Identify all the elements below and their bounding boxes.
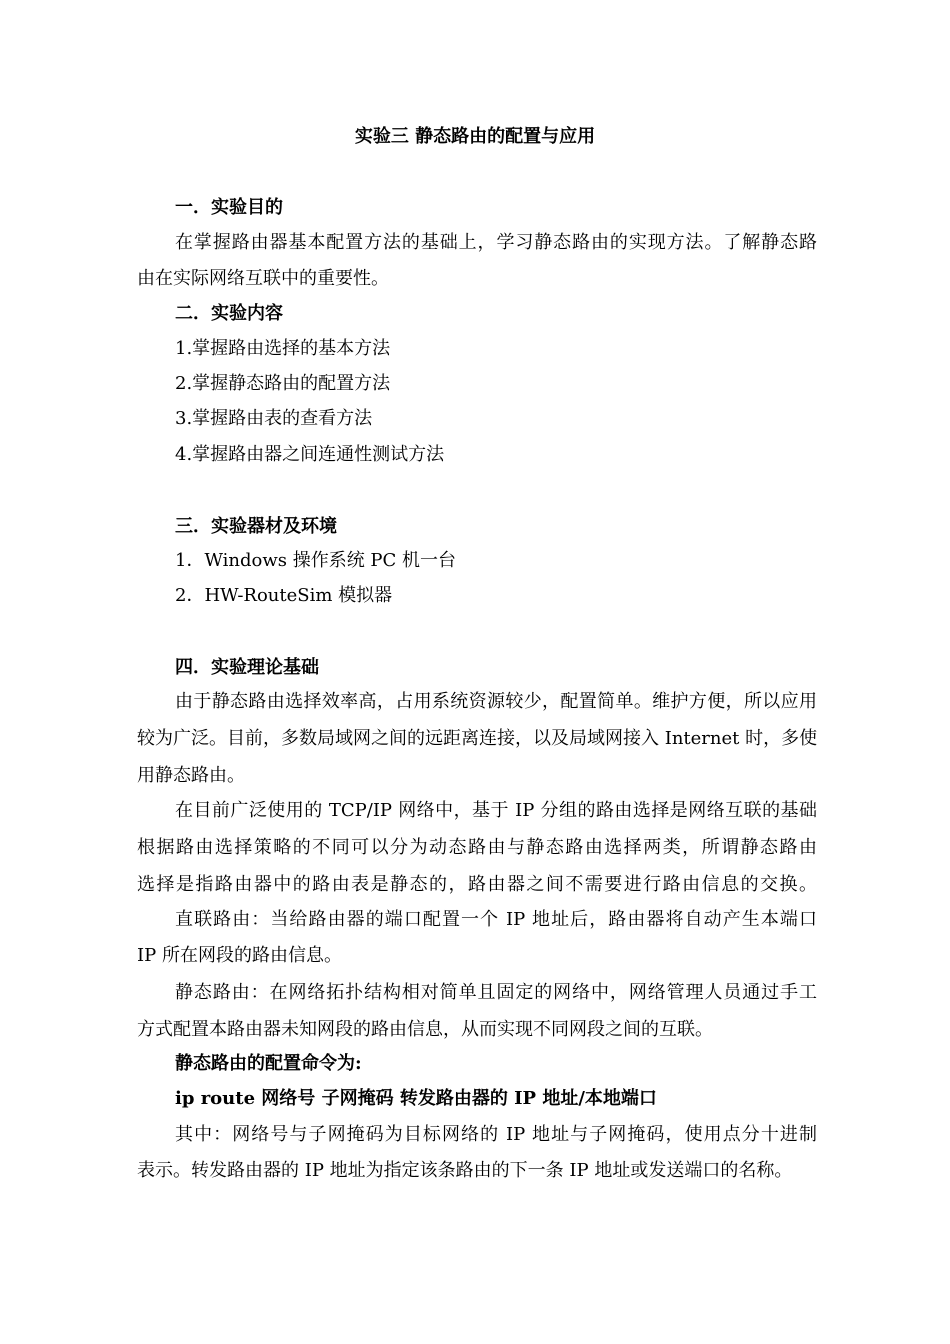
- paragraph-line: 静态路由：在网络拓扑结构相对简单且固定的网络中，网络管理人员通过手工: [175, 982, 817, 1003]
- list-item: 4.掌握路由器之间连通性测试方法: [175, 444, 445, 465]
- list-item: 2.掌握静态路由的配置方法: [175, 373, 391, 394]
- paragraph-line: 直联路由：当给路由器的端口配置一个 IP 地址后，路由器将自动产生本端口: [175, 909, 817, 930]
- paragraph-line: 根据路由选择策略的不同可以分为动态路由与静态路由选择两类，所谓静态路由: [137, 837, 817, 858]
- paragraph-line: 选择是指路由器中的路由表是静态的，路由器之间不需要进行路由信息的交换。: [137, 874, 817, 895]
- paragraph-line: 由在实际网络互联中的重要性。: [137, 268, 389, 289]
- paragraph-line: 其中：网络号与子网掩码为目标网络的 IP 地址与子网掩码，使用点分十进制: [175, 1124, 817, 1145]
- paragraph-line: 较为广泛。目前，多数局域网之间的远距离连接，以及局域网接入 Internet 时，多使: [137, 728, 818, 749]
- list-item: 2．HW-RouteSim 模拟器: [175, 585, 393, 606]
- list-item: 1．Windows 操作系统 PC 机一台: [175, 550, 457, 571]
- list-item: 3.掌握路由表的查看方法: [175, 408, 373, 429]
- list-item: 1.掌握路由选择的基本方法: [175, 338, 391, 359]
- paragraph-line: 用静态路由。: [137, 765, 245, 786]
- document-title: 实验三 静态路由的配置与应用: [354, 126, 596, 147]
- paragraph-line: 在掌握路由器基本配置方法的基础上，学习静态路由的实现方法。了解静态路: [175, 232, 817, 253]
- paragraph-line: 由于静态路由选择效率高，占用系统资源较少，配置简单。维护方便，所以应用: [175, 691, 817, 712]
- section-heading-theory: 四．实验理论基础: [175, 657, 319, 678]
- section-heading-objective: 一．实验目的: [175, 197, 283, 218]
- paragraph-line: 在目前广泛使用的 TCP/IP 网络中，基于 IP 分组的路由选择是网络互联的基础: [175, 800, 817, 821]
- command-syntax: ip route 网络号 子网掩码 转发路由器的 IP 地址/本地端口: [175, 1088, 657, 1109]
- section-heading-content: 二．实验内容: [175, 303, 283, 324]
- paragraph-line: IP 所在网段的路由信息。: [137, 945, 342, 966]
- paragraph-line: 表示。转发路由器的 IP 地址为指定该条路由的下一条 IP 地址或发送端口的名称。: [137, 1160, 793, 1181]
- command-label: 静态路由的配置命令为:: [175, 1053, 362, 1074]
- paragraph-line: 方式配置本路由器未知网段的路由信息，从而实现不同网段之间的互联。: [137, 1019, 713, 1040]
- section-heading-equipment: 三．实验器材及环境: [175, 516, 337, 537]
